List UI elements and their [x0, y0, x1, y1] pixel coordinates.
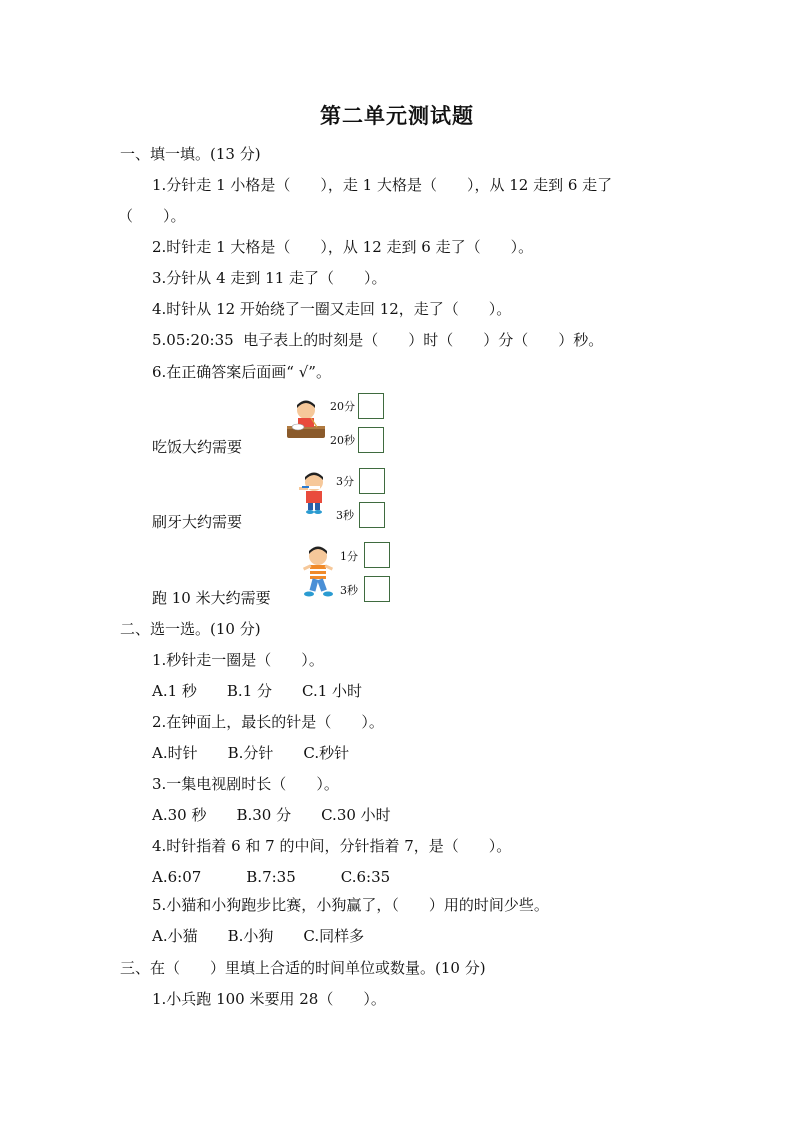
item-brushing-option-2: 3秒	[336, 509, 354, 522]
choice-options-5: A.小猫 B.小狗 C.同样多	[152, 927, 365, 945]
answer-box-brushing-1[interactable]	[359, 468, 385, 494]
choice-options-2: A.时针 B.分针 C.秒针	[152, 744, 350, 762]
item-brushing-option-1: 3分	[336, 475, 354, 488]
choice-question-4: 4.时针指着 6 和 7 的中间，分针指着 7，是（ ）。	[152, 837, 512, 855]
question-3: 3.分针从 4 走到 11 走了（ ）。	[152, 269, 387, 287]
page-title: 第二单元测试题	[320, 103, 474, 128]
question-4: 4.时针从 12 开始绕了一圈又走回 12，走了（ ）。	[152, 300, 512, 318]
section-heading-units: 三、在（ ）里填上合适的时间单位或数量。(10 分)	[120, 959, 486, 977]
item-brushing-label: 刷牙大约需要	[152, 513, 243, 531]
item-running-option-1: 1分	[340, 550, 358, 563]
answer-box-eating-1[interactable]	[358, 393, 384, 419]
choice-question-2: 2.在钟面上，最长的针是（ ）。	[152, 713, 384, 731]
choice-options-3: A.30 秒 B.30 分 C.30 小时	[152, 806, 391, 824]
item-eating-label: 吃饭大约需要	[152, 438, 243, 456]
choice-options-4: A.6:07 B.7:35 C.6:35	[152, 868, 391, 886]
section-heading-choose: 二、选一选。(10 分)	[120, 620, 261, 638]
question-1-line-2: （ ）。	[118, 207, 186, 225]
kid-running-icon	[298, 544, 338, 602]
item-eating-option-2: 20秒	[330, 434, 355, 447]
choice-options-1: A.1 秒 B.1 分 C.1 小时	[152, 682, 363, 700]
question-1-line-1: 1.分针走 1 小格是（ ），走 1 大格是（ ），从 12 走到 6 走了	[152, 176, 613, 194]
question-2: 2.时针走 1 大格是（ ），从 12 走到 6 走了（ ）。	[152, 238, 534, 256]
section-heading-fill: 一、填一填。(13 分)	[120, 145, 261, 163]
kid-brushing-teeth-icon	[294, 470, 334, 516]
kid-eating-icon	[284, 396, 328, 442]
answer-box-eating-2[interactable]	[358, 427, 384, 453]
item-running-label: 跑 10 米大约需要	[152, 589, 271, 607]
item-running-option-2: 3秒	[340, 584, 358, 597]
choice-question-3: 3.一集电视剧时长（ ）。	[152, 775, 339, 793]
answer-box-brushing-2[interactable]	[359, 502, 385, 528]
question-5: 5.05:20:35 电子表上的时刻是（ ）时（ ）分（ ）秒。	[152, 331, 604, 349]
choice-question-5: 5.小猫和小狗跑步比赛，小狗赢了，（ ）用的时间少些。	[152, 896, 549, 914]
answer-box-running-1[interactable]	[364, 542, 390, 568]
item-eating-option-1: 20分	[330, 400, 355, 413]
units-question-1: 1.小兵跑 100 米要用 28（ ）。	[152, 990, 386, 1008]
choice-question-1: 1.秒针走一圈是（ ）。	[152, 651, 324, 669]
answer-box-running-2[interactable]	[364, 576, 390, 602]
question-6: 6.在正确答案后面画“ √”。	[152, 363, 331, 381]
